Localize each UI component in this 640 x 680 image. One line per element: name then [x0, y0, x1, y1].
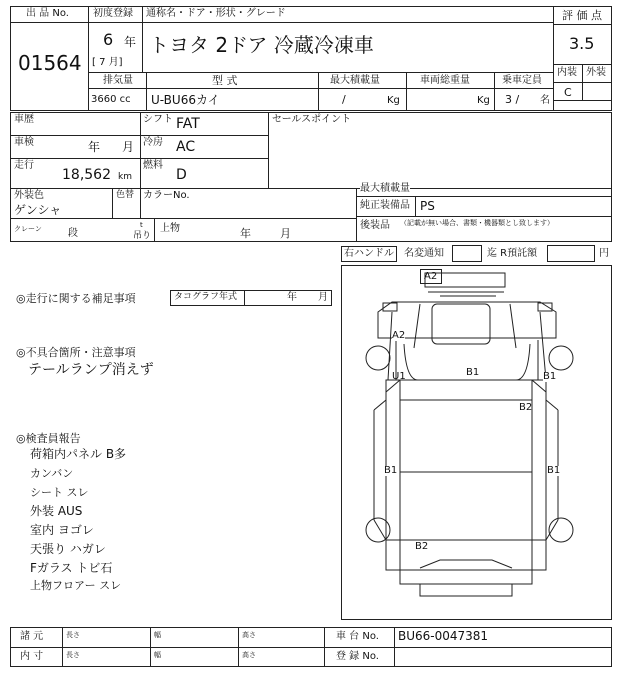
right-hand-drive-option: 右ハンドル — [344, 248, 394, 259]
genuine-equipment: PS — [420, 199, 435, 213]
color-number-label: カラーNo. — [143, 190, 190, 201]
chassis-number-label: 車 台 No. — [336, 631, 379, 642]
capacity-unit: 名 — [540, 95, 550, 106]
inspector-item: 荷箱内パネル B多 — [30, 447, 127, 461]
defects-text: テールランプ消えず — [28, 362, 154, 378]
damage-mark-b1: B1 — [384, 465, 398, 476]
vehicle-name-label: 通称名・ドア・形状・グレード — [146, 8, 286, 19]
capacity-label: 乗車定員 — [502, 75, 542, 86]
history-label: 車歴 — [14, 114, 34, 125]
tachograph-year-unit: 年 — [287, 292, 297, 303]
interior-width-label: 幅 — [154, 651, 161, 659]
color-change-label: 色替 — [116, 190, 135, 200]
width-label: 幅 — [154, 631, 161, 639]
displacement-label: 排気量 — [103, 75, 133, 86]
first-registration-label: 初度登録 — [93, 8, 133, 19]
interior-grade-label: 内装 — [557, 67, 577, 78]
superstructure-year-unit: 年 — [240, 227, 251, 240]
mileage-unit: km — [118, 172, 132, 182]
score-label: 評 価 点 — [562, 9, 602, 22]
evaluation-score: 3.5 — [569, 34, 595, 53]
exterior-grade-label: 外装 — [586, 67, 606, 78]
height-label: 高さ — [242, 631, 256, 639]
max-load-unit: Kg — [387, 95, 400, 106]
inspection-year-unit: 年 — [88, 140, 101, 154]
running-notes-label: ◎走行に関する補足事項 — [16, 292, 136, 305]
damage-mark-a2-hood: A2 — [392, 330, 406, 341]
aftermarket-note: （記載が無い場合、書類・機器類とし致します） — [400, 219, 554, 227]
interior-length-label: 長さ — [66, 651, 80, 659]
model-code: U-BU66カイ — [151, 93, 220, 107]
defects-label: ◎不具合箇所・注意事項 — [16, 346, 136, 359]
exterior-color: ゲンシャ — [14, 203, 62, 217]
model-label: 型 式 — [212, 74, 238, 87]
shift-label: シフト — [143, 114, 173, 125]
registration-number-label: 登 録 No. — [336, 651, 379, 662]
inspector-item: 室内 ヨゴレ — [30, 523, 94, 537]
aircon-label: 冷房 — [143, 137, 163, 148]
first-registration-year: 6 — [103, 30, 114, 49]
inspection-month-unit: 月 — [122, 140, 135, 154]
lot-number: 01564 — [18, 51, 82, 75]
name-change-notice-label: 名変通知 — [404, 248, 444, 259]
shift-value: FAT — [176, 116, 200, 132]
gross-weight-unit: Kg — [477, 95, 490, 106]
dimensions-label: 諸 元 — [20, 631, 44, 642]
damage-mark-u1: U1 — [392, 371, 406, 382]
fuel-value: D — [176, 167, 187, 183]
displacement: 3660 cc — [91, 94, 131, 105]
vehicle-name: トヨタ 2ドア 冷蔵冷凍車 — [149, 33, 374, 57]
interior-grade: C — [564, 86, 572, 99]
aftermarket-label: 後装品 — [360, 220, 390, 231]
mileage-value: 18,562 — [62, 167, 111, 183]
max-load: / — [342, 93, 346, 106]
exterior-color-label: 外装色 — [14, 190, 44, 201]
crane-hang-unit: 吊り — [133, 231, 152, 241]
inspector-report-label: ◎検査員報告 — [16, 432, 81, 445]
max-load-volume-label: 最大積載量 — [360, 183, 410, 194]
crane-ton-unit: t — [140, 221, 143, 229]
capacity: 3 / — [505, 93, 520, 106]
gross-weight-label: 車両総重量 — [420, 75, 470, 86]
aircon-value: AC — [176, 139, 196, 155]
damage-mark-b2: B2 — [415, 541, 429, 552]
chassis-number: BU66-0047381 — [398, 629, 489, 643]
damage-mark-a2-front: A2 — [424, 271, 438, 282]
tachograph-label: タコグラフ年式 — [174, 292, 238, 302]
first-registration-year-unit: 年 — [124, 35, 137, 49]
interior-height-label: 高さ — [242, 651, 256, 659]
inspector-item: 外装 AUS — [30, 504, 83, 518]
crane-stage-unit: 段 — [68, 228, 78, 239]
genuine-equipment-label: 純正装備品 — [360, 200, 410, 211]
length-label: 長さ — [66, 631, 80, 639]
crane-label: クレーン — [14, 225, 42, 233]
inspection-label: 車検 — [14, 137, 34, 148]
tachograph-month-unit: 月 — [318, 292, 328, 303]
interior-dimensions-label: 内 寸 — [20, 651, 44, 662]
inspector-item: 天張り ハガレ — [30, 542, 106, 556]
inspector-item: シート スレ — [30, 486, 89, 499]
recycle-deposit-label: 迄 R預託額 — [487, 248, 538, 259]
inspector-item: Fガラス トビ石 — [30, 561, 113, 575]
first-registration-month: [ 7 月] — [92, 57, 123, 68]
damage-mark-b1: B1 — [547, 465, 561, 476]
damage-mark-b1: B1 — [466, 367, 480, 378]
damage-mark-b1: B1 — [543, 371, 557, 382]
inspector-item: 上物フロアー スレ — [30, 579, 122, 592]
sales-point-label: セールスポイント — [272, 114, 352, 125]
superstructure-label: 上物 — [160, 223, 180, 234]
lot-number-label: 出 品 No. — [26, 8, 69, 19]
mileage-label: 走行 — [14, 160, 34, 171]
max-load-label: 最大積載量 — [330, 75, 380, 86]
yen-unit: 円 — [599, 248, 609, 259]
superstructure-month-unit: 月 — [280, 227, 291, 240]
fuel-label: 燃料 — [143, 160, 163, 171]
damage-mark-b2: B2 — [519, 402, 533, 413]
inspector-item: カンバン — [30, 467, 74, 480]
